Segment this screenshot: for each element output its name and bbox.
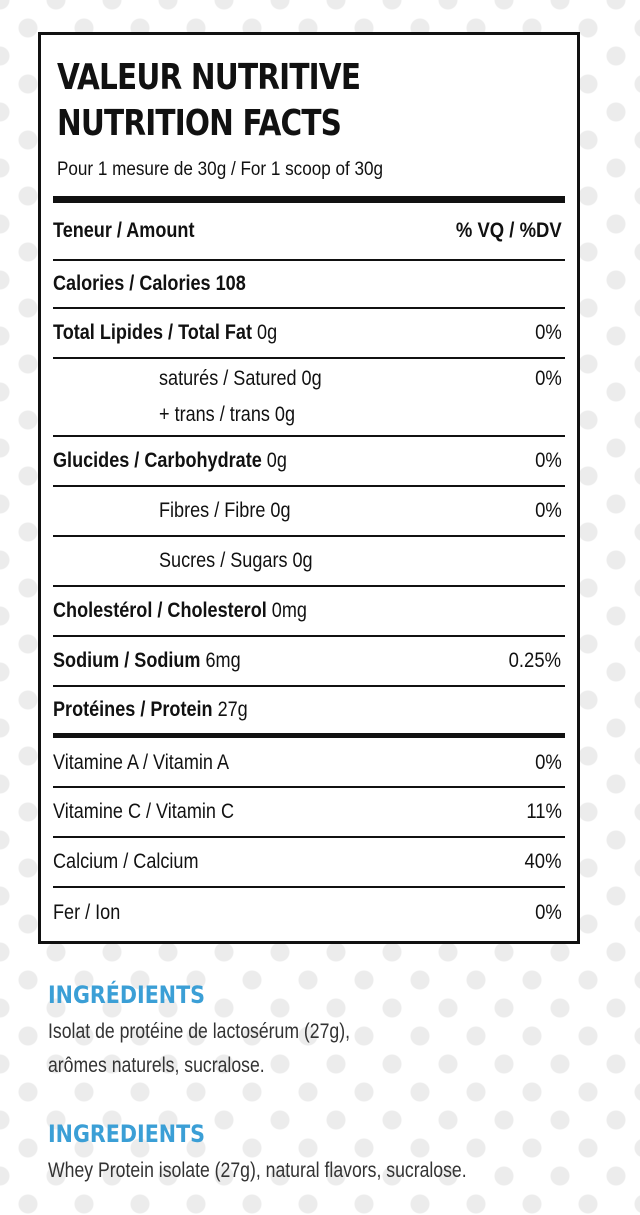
calories-label: Calories / Calories 108 xyxy=(53,272,246,295)
vitamin-a-label: Vitamine A / Vitamin A xyxy=(53,751,230,774)
ingredients-en-text xyxy=(48,1154,467,1188)
vitamin-c-dv: 11% xyxy=(525,800,562,823)
saturated-row xyxy=(53,359,565,437)
cholesterol-row xyxy=(53,587,565,637)
ingredients-en-heading: INGREDIENTS xyxy=(48,1120,206,1148)
ingredients-fr-line1: Isolat de protéine de lactosérum (27g), xyxy=(48,1020,351,1043)
fat-label: Total Lipides / Total Fat xyxy=(53,321,252,344)
sugars-label: Sucres / Sugars 0g xyxy=(159,549,313,572)
calories-row xyxy=(53,261,565,309)
carbohydrate-amount: 0g xyxy=(266,449,287,472)
iron-row xyxy=(53,888,565,938)
fibre-label: Fibres / Fibre 0g xyxy=(159,499,291,522)
sodium-dv: 0.25% xyxy=(509,649,562,672)
sodium-row xyxy=(53,637,565,687)
calcium-dv: 40% xyxy=(524,850,562,873)
fat-row xyxy=(53,309,565,359)
fibre-row xyxy=(53,487,565,537)
carbohydrate-dv: 0% xyxy=(534,449,562,472)
title-en: NUTRITION FACTS xyxy=(57,103,342,144)
thick-divider-vitamins xyxy=(53,733,565,738)
panel-title xyxy=(57,55,360,147)
header-amount: Teneur / Amount xyxy=(53,219,195,242)
thick-divider-top xyxy=(53,196,565,203)
title-fr: VALEUR NUTRITIVE xyxy=(57,57,361,98)
sodium-amount: 6mg xyxy=(205,649,241,672)
header-dv: % VQ / %DV xyxy=(455,219,562,242)
saturated-dv: 0% xyxy=(534,367,562,390)
saturated-label: saturés / Satured 0g xyxy=(159,367,322,390)
trans-label: + trans / trans 0g xyxy=(159,403,296,426)
fat-amount: 0g xyxy=(257,321,278,344)
vitamin-c-label: Vitamine C / Vitamin C xyxy=(53,800,235,823)
vitamin-a-dv: 0% xyxy=(534,751,562,774)
ingredients-fr-text xyxy=(48,1015,350,1083)
protein-row xyxy=(53,687,565,733)
sodium-label: Sodium / Sodium xyxy=(53,649,201,672)
fibre-dv: 0% xyxy=(534,499,562,522)
ingredients-fr-heading: INGRÉDIENTS xyxy=(48,981,206,1009)
cholesterol-amount: 0mg xyxy=(271,599,307,622)
carbohydrate-label: Glucides / Carbohydrate xyxy=(53,449,262,472)
vitamin-a-row xyxy=(53,740,565,788)
calcium-label: Calcium / Calcium xyxy=(53,850,199,873)
serving-size: Pour 1 mesure de 30g / For 1 scoop of 30g xyxy=(57,159,384,180)
nutrition-facts-panel xyxy=(38,32,580,944)
iron-dv: 0% xyxy=(534,901,562,924)
carbohydrate-row xyxy=(53,437,565,487)
iron-label: Fer / Ion xyxy=(53,901,121,924)
sugars-row xyxy=(53,537,565,587)
protein-label: Protéines / Protein xyxy=(53,698,213,721)
calcium-row xyxy=(53,838,565,888)
protein-amount: 27g xyxy=(217,698,248,721)
cholesterol-label: Cholestérol / Cholesterol xyxy=(53,599,267,622)
header-row xyxy=(53,203,565,261)
fat-dv: 0% xyxy=(534,321,562,344)
ingredients-en-line1: Whey Protein isolate (27g), natural flavors, sucralose. xyxy=(48,1159,467,1182)
vitamin-c-row xyxy=(53,788,565,838)
ingredients-fr-line2: arômes naturels, sucralose. xyxy=(48,1054,265,1077)
